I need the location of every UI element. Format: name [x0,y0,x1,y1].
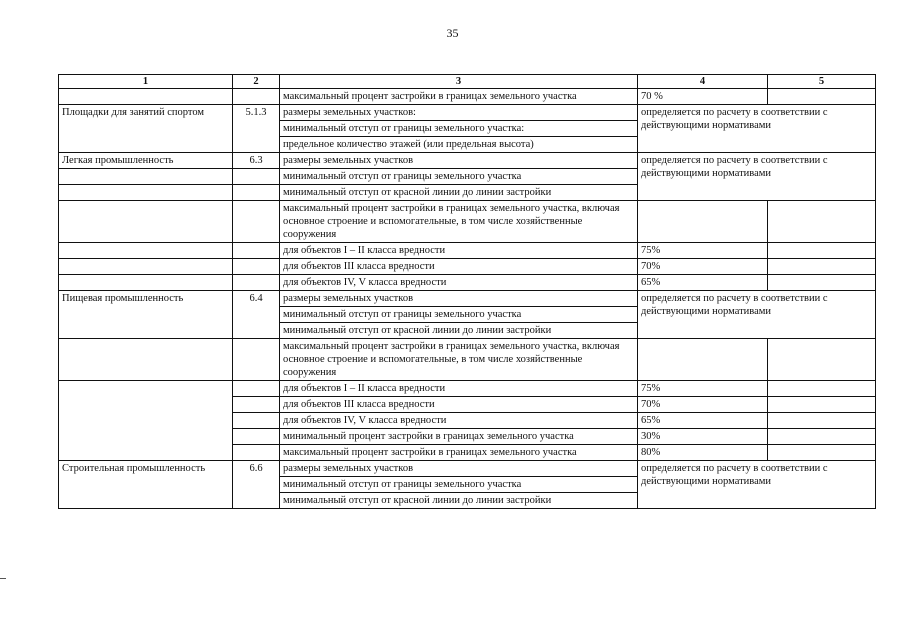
merged-value-cell: определяется по расчету в соответствии с действующими нормативами [638,461,876,509]
table-row [59,105,876,121]
parameter-cell: размеры земельных участков [280,291,638,307]
zone-name-cell [59,243,233,259]
table-row [59,259,876,275]
note-cell [768,381,876,397]
merged-value-cell: определяется по расчету в соответствии с действующими нормативами [638,105,876,153]
column-header: 2 [233,75,280,89]
table-row [59,275,876,291]
parameter-cell: предельное количество этажей (или предельная высота) [280,137,638,153]
note-cell [768,89,876,105]
table-row [59,291,876,307]
column-header: 5 [768,75,876,89]
value-cell [638,201,768,243]
zone-name-cell: Легкая промышленность [59,153,233,169]
value-cell: 70% [638,259,768,275]
zone-name-cell [59,381,233,461]
table-row [59,243,876,259]
value-cell: 70 % [638,89,768,105]
note-cell [768,397,876,413]
parameter-cell: минимальный отступ от границы земельного участка [280,307,638,323]
merged-value-cell: определяется по расчету в соответствии с действующими нормативами [638,291,876,339]
code-cell [233,413,280,429]
parameter-cell: размеры земельных участков [280,461,638,477]
parameter-cell: минимальный отступ от красной линии до линии застройки [280,185,638,201]
code-cell: 5.1.3 [233,105,280,153]
zone-name-cell [59,259,233,275]
parameter-cell: минимальный процент застройки в границах земельного участка [280,429,638,445]
code-cell [233,275,280,291]
code-cell [233,185,280,201]
parameter-cell: для объектов I – II класса вредности [280,243,638,259]
note-cell [768,429,876,445]
code-cell [233,397,280,413]
parameter-cell: минимальный отступ от границы земельного участка [280,169,638,185]
code-cell [233,243,280,259]
parameter-cell: размеры земельных участков [280,153,638,169]
code-cell [233,259,280,275]
code-cell [233,201,280,243]
code-cell [233,381,280,397]
value-cell: 80% [638,445,768,461]
parameter-cell: для объектов I – II класса вредности [280,381,638,397]
note-cell [768,259,876,275]
table-row [59,89,876,105]
parameter-cell: минимальный отступ от границы земельного участка [280,477,638,493]
code-cell [233,339,280,381]
code-cell [233,169,280,185]
column-header: 1 [59,75,233,89]
parameter-cell: для объектов III класса вредности [280,397,638,413]
table-row [59,153,876,169]
column-header: 3 [280,75,638,89]
code-cell [233,89,280,105]
parameter-cell: минимальный отступ от красной линии до линии застройки [280,493,638,509]
parameter-cell: минимальный отступ от границы земельного участка: [280,121,638,137]
zone-name-cell: Строительная промышленность [59,461,233,509]
value-cell: 65% [638,413,768,429]
value-cell: 75% [638,243,768,259]
margin-mark [0,578,6,579]
parameter-cell: максимальный процент застройки в границах земельного участка [280,445,638,461]
zone-name-cell [59,201,233,243]
parameter-cell: для объектов IV, V класса вредности [280,275,638,291]
zone-name-cell: Пищевая промышленность [59,291,233,339]
note-cell [768,413,876,429]
zone-name-cell [59,169,233,185]
zone-name-cell: Площадки для занятий спортом [59,105,233,153]
note-cell [768,275,876,291]
parameter-cell: для объектов III класса вредности [280,259,638,275]
zone-name-cell [59,339,233,381]
note-cell [768,243,876,259]
table-row [59,201,876,243]
parameter-cell: максимальный процент застройки в границах земельного участка [280,89,638,105]
code-cell [233,445,280,461]
note-cell [768,201,876,243]
parameter-cell: минимальный отступ от красной линии до линии застройки [280,323,638,339]
column-header: 4 [638,75,768,89]
parameter-cell: для объектов IV, V класса вредности [280,413,638,429]
code-cell: 6.3 [233,153,280,169]
value-cell: 30% [638,429,768,445]
code-cell [233,429,280,445]
table-row [59,381,876,397]
page-number: 35 [446,26,459,40]
value-cell: 65% [638,275,768,291]
merged-value-cell: определяется по расчету в соответствии с действующими нормативами [638,153,876,201]
value-cell: 70% [638,397,768,413]
regulations-table [58,74,876,509]
parameter-cell: максимальный процент застройки в границах земельного участка, включая основное строение и вспомогательные, в том числе хозяйственные сооружения [280,201,638,243]
table-row [59,461,876,477]
code-cell: 6.6 [233,461,280,509]
parameter-cell: размеры земельных участков: [280,105,638,121]
zone-name-cell [59,89,233,105]
table-row [59,339,876,381]
table-header-row [59,75,876,89]
zone-name-cell [59,275,233,291]
note-cell [768,339,876,381]
value-cell [638,339,768,381]
zone-name-cell [59,185,233,201]
note-cell [768,445,876,461]
code-cell: 6.4 [233,291,280,339]
parameter-cell: максимальный процент застройки в границах земельного участка, включая основное строение и вспомогательные, в том числе хозяйственные сооружения [280,339,638,381]
value-cell: 75% [638,381,768,397]
